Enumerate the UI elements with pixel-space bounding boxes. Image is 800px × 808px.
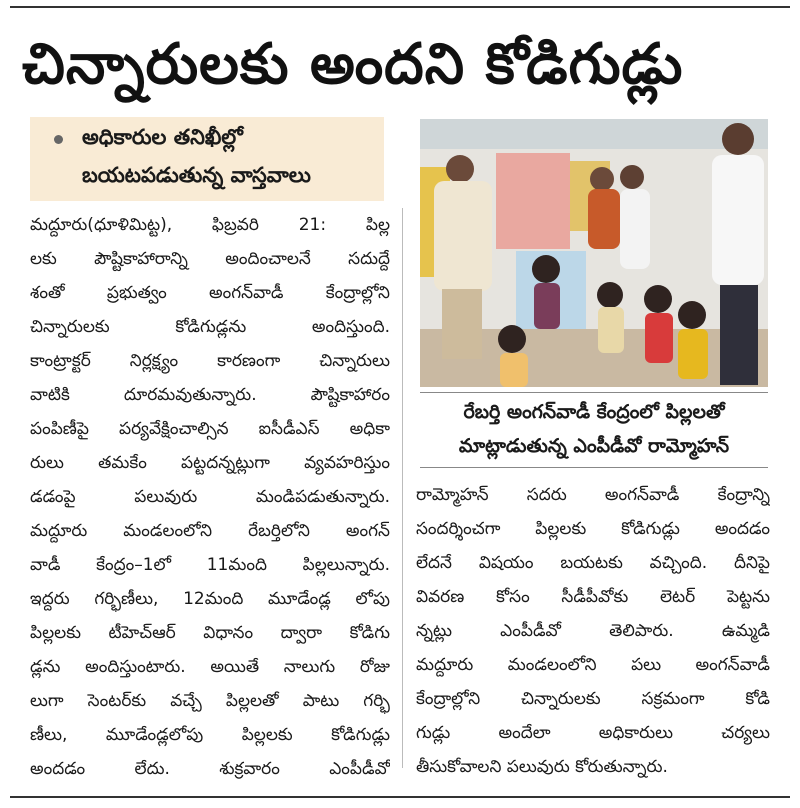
- body-line: డ్లను అందిస్తుంటారు. అయితే నాలుగు రోజు: [30, 657, 390, 677]
- body-line: న్నట్లు ఎంపీడీవో తెలిపారు. ఉమ్మడి: [416, 621, 770, 641]
- deck-line-1: అధికారుల తనిఖీల్లో: [82, 125, 243, 149]
- body-line: చిన్నారులకు కోడిగుడ్లను అందిస్తుంది.: [30, 317, 390, 337]
- body-column-left: [30, 208, 390, 786]
- body-line: లేదనే విషయం బయటకు వచ్చింది. దీనిపై: [416, 553, 770, 573]
- body-line: వివరణ కోసం సీడీపీవోకు లెటర్ పెట్టను: [416, 587, 770, 607]
- body-line: లుగా సెంటర్‌కు వచ్చే పిల్లలతో పాటు గర్భి: [30, 691, 390, 711]
- body-line: సందర్శించగా పిల్లలకు కోడిగుడ్లు అందడం: [416, 519, 770, 539]
- body-line: లకు పౌష్టికాహారాన్ని అందించాలనే సదుద్దే: [30, 249, 390, 269]
- body-line: పంపిణీపై పర్యవేక్షించాల్సిన ఐసీడీఎస్ అధికా: [30, 419, 390, 439]
- body-column-right: [416, 478, 770, 784]
- body-line: రామ్మోహన్ సదరు అంగన్‌వాడీ కేంద్రాన్ని: [416, 485, 770, 505]
- photo-icon: [420, 119, 768, 387]
- caption-line-2: మాట్లాడుతున్న ఎంపీడీవో రామ్మోహన్: [458, 435, 730, 457]
- body-line: రులు తమకేం పట్టదన్నట్లుగా వ్యవహరిస్తుం: [30, 453, 390, 473]
- body-line: అందడం లేదు. శుక్రవారం ఎంపీడీవో: [30, 759, 390, 779]
- body-line: వాడీ కేంద్రం–1లో 11మంది పిల్లలున్నారు.: [30, 555, 390, 575]
- body-line: వాటికి దూరమవుతున్నారు. పౌష్టికాహారం: [30, 385, 390, 405]
- body-line: మద్దూరు(ధూళిమిట్ట), ఫిబ్రవరి 21: పిల్ల: [30, 215, 390, 235]
- bottom-rule: [10, 796, 790, 798]
- deck-line-2: బయటపడుతున్న వాస్తవాలు: [82, 163, 311, 187]
- deck-box: [30, 117, 384, 201]
- body-line: గుడ్లు అందేలా అధికారులు చర్యలు: [416, 723, 770, 743]
- headline: చిన్నారులకు అందని కోడిగుడ్లు: [22, 32, 684, 97]
- bullet-icon: [54, 135, 63, 144]
- news-photo: [420, 119, 768, 387]
- top-rule: [10, 6, 790, 8]
- body-line: మద్దూరు మండలంలోని రేబర్తిలోని అంగన్: [30, 521, 390, 541]
- body-line: ఇద్దరు గర్భిణీలు, 12మంది మూడేండ్ల లోపు: [30, 589, 390, 609]
- body-line: మద్దూరు మండలంలోని పలు అంగన్‌వాడీ: [416, 655, 770, 675]
- body-line: డడంపై పలువురు మండిపడుతున్నారు.: [30, 487, 390, 507]
- body-line: కాంట్రాక్టర్ నిర్లక్ష్యం కారణంగా చిన్నారులు: [30, 351, 390, 371]
- caption-line-1: రేబర్తి అంగన్‌వాడీ కేంద్రంలో పిల్లలతో: [463, 401, 725, 423]
- body-line: పిల్లలకు టీహెచ్ఆర్ విధానం ద్వారా కోడిగు: [30, 623, 390, 643]
- body-line: శంతో ప్రభుత్వం అంగన్‌వాడీ కేంద్రాల్లోని: [30, 283, 390, 303]
- body-line: కేంద్రాల్లోని చిన్నారులకు సక్రమంగా కోడి: [416, 689, 770, 709]
- body-line: తీసుకోవాలని పలువురు కోరుతున్నారు.: [416, 757, 668, 777]
- column-divider: [402, 208, 403, 768]
- photo-caption: [420, 392, 768, 468]
- body-line: ణీలు, మూడేండ్లలోపు పిల్లలకు కోడిగుడ్లు: [30, 725, 390, 745]
